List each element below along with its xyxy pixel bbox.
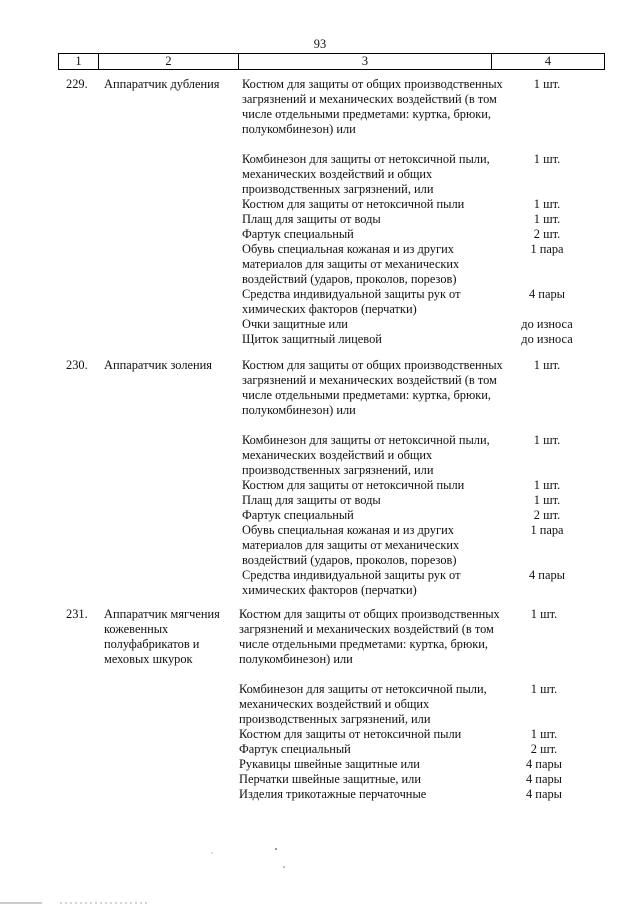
equipment-row <box>242 493 597 508</box>
equipment-name: Щиток защитный лицевой <box>242 332 382 346</box>
equipment-row <box>242 358 597 433</box>
equipment-row <box>242 242 597 287</box>
entry-number: 231. <box>66 607 88 621</box>
entry-number: 229. <box>66 77 88 91</box>
profession-name: Аппаратчик дубления <box>104 77 220 91</box>
equipment-row <box>239 757 594 772</box>
equipment-quantity: 1 шт. <box>533 493 561 507</box>
scan-mark <box>275 848 277 850</box>
entry-number: 230. <box>66 358 88 372</box>
equipment-row <box>242 433 597 478</box>
equipment-name: Обувь специальная кожаная и из других материалов для защиты от механических воздействий (ударов, проколов, порезов) <box>242 523 460 567</box>
equipment-name: Плащ для защиты от воды <box>242 493 381 507</box>
page-number: 93 <box>313 37 327 51</box>
equipment-row <box>239 727 594 742</box>
equipment-quantity: 2 шт. <box>530 742 558 756</box>
equipment-list <box>239 607 594 802</box>
equipment-row <box>242 152 597 197</box>
equipment-row <box>239 772 594 787</box>
profession-name: Аппаратчик мягчения кожевенных полуфабрикатов и меховых шкурок <box>104 607 220 666</box>
equipment-name: Комбинезон для защиты от нетоксичной пыли, механических воздействий и общих производственных загрязнений, или <box>242 152 490 196</box>
equipment-quantity: 1 шт. <box>533 197 561 211</box>
equipment-quantity: 1 шт. <box>533 152 561 166</box>
equipment-quantity: до износа <box>521 317 573 331</box>
equipment-row <box>239 787 594 802</box>
equipment-quantity: 1 шт. <box>530 727 558 741</box>
equipment-name: Перчатки швейные защитные, или <box>239 772 421 786</box>
equipment-name: Костюм для защиты от общих производственных загрязнений и механических воздействий (в том числе отдельными предметами: куртка, брюки, полукомбинезон) или <box>242 77 503 136</box>
equipment-quantity: 1 шт. <box>533 433 561 447</box>
equipment-name: Фартук специальный <box>242 508 354 522</box>
profession-name: Аппаратчик золения <box>104 358 212 372</box>
equipment-quantity: 1 пара <box>530 523 564 537</box>
column-header-2: 2 <box>99 54 239 70</box>
column-header-row <box>59 54 605 70</box>
column-header-3: 3 <box>239 54 492 70</box>
scan-mark <box>283 866 285 868</box>
equipment-name: Костюм для защиты от общих производственных загрязнений и механических воздействий (в том числе отдельными предметами: куртка, брюки, полукомбинезон) или <box>239 607 500 666</box>
equipment-name: Средства индивидуальной защиты рук от химических факторов (перчатки) <box>242 287 461 316</box>
equipment-quantity: 4 пары <box>526 772 562 786</box>
equipment-list <box>242 77 597 347</box>
equipment-row <box>242 317 597 332</box>
scan-marks <box>0 835 640 905</box>
equipment-row <box>239 682 594 727</box>
equipment-row <box>242 523 597 568</box>
equipment-quantity: 1 пара <box>530 242 564 256</box>
equipment-quantity: 1 шт. <box>533 212 561 226</box>
equipment-quantity: 4 пары <box>529 287 565 301</box>
equipment-name: Костюм для защиты от нетоксичной пыли <box>242 197 465 211</box>
equipment-name: Комбинезон для защиты от нетоксичной пыли, механических воздействий и общих производственных загрязнений, или <box>239 682 487 726</box>
equipment-quantity: 1 шт. <box>530 607 558 621</box>
equipment-name: Очки защитные или <box>242 317 348 331</box>
equipment-name: Обувь специальная кожаная и из других материалов для защиты от механических воздействий (ударов, проколов, порезов) <box>242 242 460 286</box>
equipment-row <box>242 287 597 317</box>
equipment-row <box>242 77 597 152</box>
equipment-name: Костюм для защиты от нетоксичной пыли <box>239 727 462 741</box>
equipment-name: Костюм для защиты от нетоксичной пыли <box>242 478 465 492</box>
scan-mark <box>211 852 212 853</box>
equipment-name: Изделия трикотажные перчаточные <box>239 787 427 801</box>
equipment-name: Комбинезон для защиты от нетоксичной пыли, механических воздействий и общих производственных загрязнений, или <box>242 433 490 477</box>
equipment-quantity: 1 шт. <box>533 358 561 372</box>
equipment-quantity: 1 шт. <box>530 682 558 696</box>
equipment-quantity: 2 шт. <box>533 227 561 241</box>
equipment-row <box>242 508 597 523</box>
equipment-row <box>242 568 597 598</box>
equipment-row <box>239 607 594 682</box>
equipment-name: Фартук специальный <box>239 742 351 756</box>
equipment-quantity: до износа <box>521 332 573 346</box>
equipment-row <box>242 332 597 347</box>
column-header-4: 4 <box>492 54 605 70</box>
equipment-list <box>242 358 597 598</box>
equipment-quantity: 4 пары <box>526 757 562 771</box>
column-header-table <box>58 53 605 70</box>
equipment-name: Средства индивидуальной защиты рук от химических факторов (перчатки) <box>242 568 461 597</box>
equipment-name: Костюм для защиты от общих производственных загрязнений и механических воздействий (в том числе отдельными предметами: куртка, брюки, полукомбинезон) или <box>242 358 503 417</box>
equipment-quantity: 4 пары <box>526 787 562 801</box>
column-header-1: 1 <box>59 54 99 70</box>
equipment-quantity: 2 шт. <box>533 508 561 522</box>
equipment-quantity: 4 пары <box>529 568 565 582</box>
equipment-row <box>242 212 597 227</box>
equipment-name: Фартук специальный <box>242 227 354 241</box>
equipment-row <box>242 478 597 493</box>
equipment-row <box>239 742 594 757</box>
equipment-row <box>242 197 597 212</box>
equipment-row <box>242 227 597 242</box>
equipment-quantity: 1 шт. <box>533 77 561 91</box>
equipment-quantity: 1 шт. <box>533 478 561 492</box>
equipment-name: Рукавицы швейные защитные или <box>239 757 420 771</box>
equipment-name: Плащ для защиты от воды <box>242 212 381 226</box>
